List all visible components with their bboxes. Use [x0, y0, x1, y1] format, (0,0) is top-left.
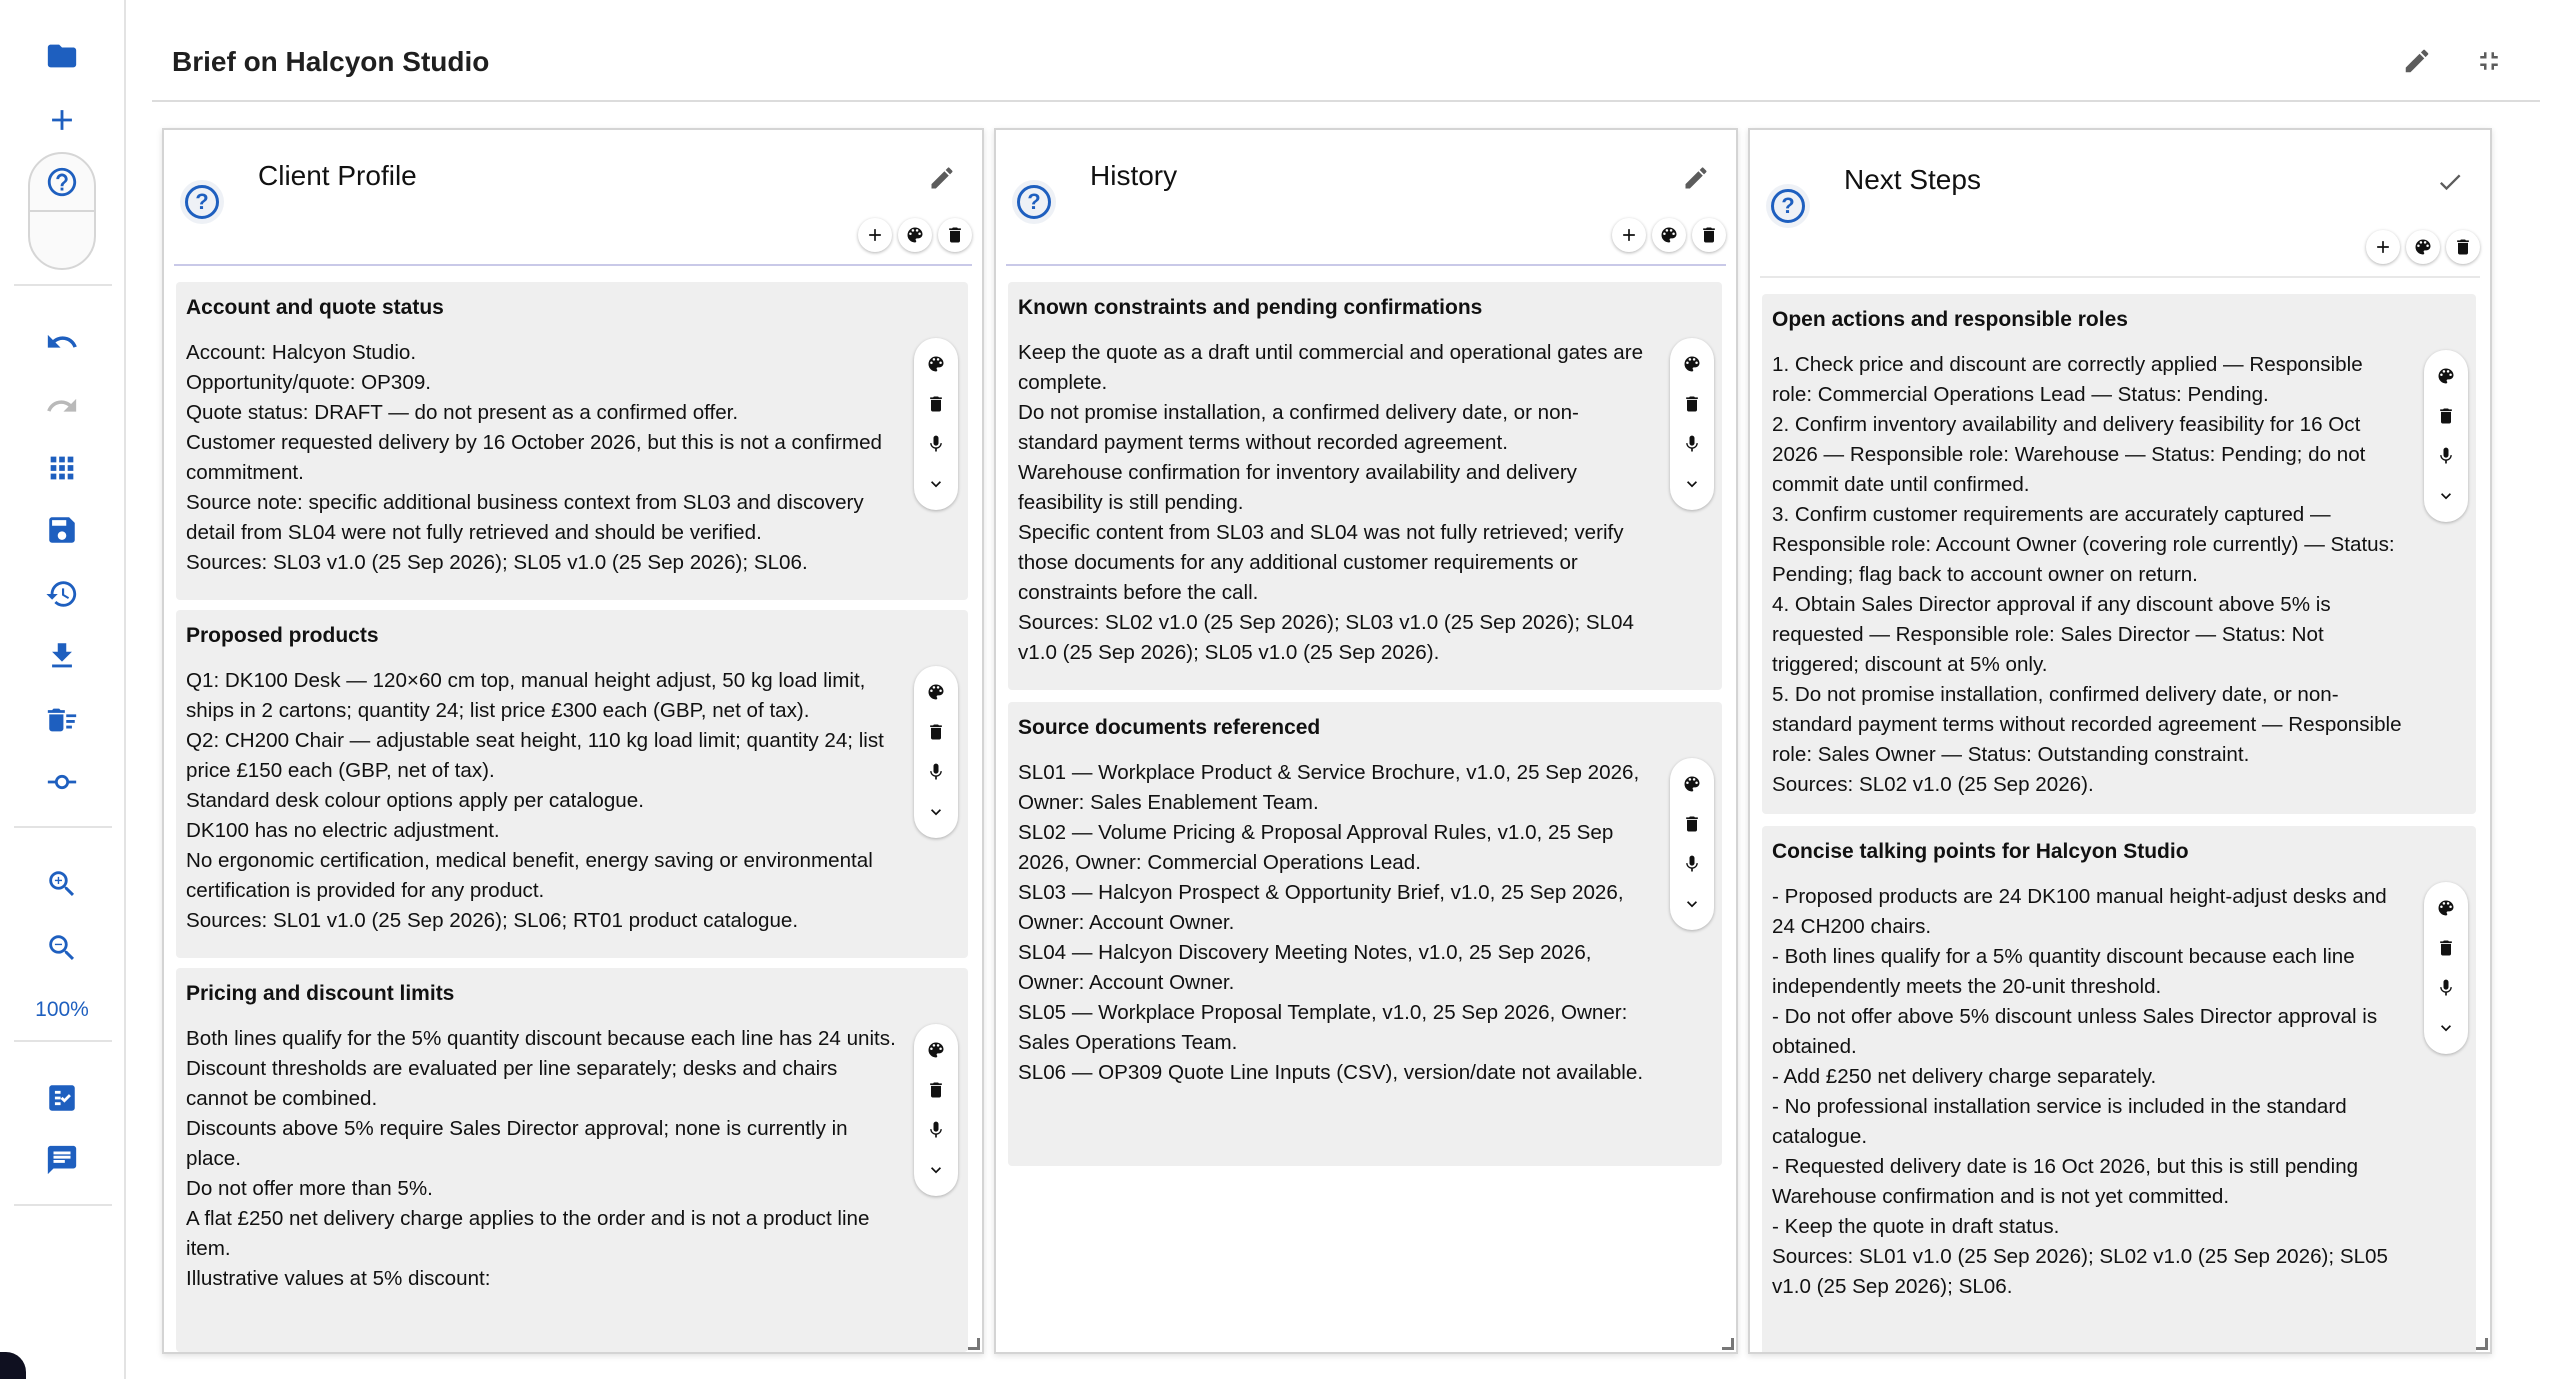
trash-icon[interactable]: [921, 717, 951, 747]
checklist-icon[interactable]: [40, 1076, 84, 1120]
trash-icon[interactable]: [2431, 401, 2461, 431]
card-proposed-products: [176, 610, 968, 958]
card-toolbar: [1670, 758, 1714, 930]
microphone-icon[interactable]: [2431, 441, 2461, 471]
card-line: Customer requested delivery by 16 October 2026, but this is not a confirmed commitment.: [186, 431, 882, 484]
add-card-button[interactable]: [858, 218, 892, 252]
zoom-out-icon[interactable]: [40, 926, 84, 970]
card-line: Opportunity/quote: OP309.: [186, 371, 431, 394]
microphone-icon[interactable]: [921, 1115, 951, 1145]
card-pricing-limits: [176, 968, 968, 1352]
card-line: Quote status: DRAFT — do not present as a confirmed offer.: [186, 401, 739, 424]
chevron-down-icon[interactable]: [2431, 1013, 2461, 1043]
undo-icon[interactable]: [40, 320, 84, 364]
card-title: Account and quote status: [186, 296, 444, 319]
collapse-icon[interactable]: [2474, 46, 2504, 81]
card-title: Pricing and discount limits: [186, 982, 455, 1005]
card-title: Open actions and responsible roles: [1772, 308, 2128, 331]
help-icon[interactable]: ?: [1766, 184, 1810, 228]
card-line: Account: Halcyon Studio.: [186, 341, 417, 364]
card-line: Q2: CH200 Chair — adjustable seat height, 110 kg load limit; quantity 24; list price £150 each (GBP, net of tax).: [186, 729, 884, 782]
card-body: [186, 666, 896, 936]
card-line: Standard desk colour options apply per catalogue.: [186, 789, 644, 812]
microphone-icon[interactable]: [1677, 429, 1707, 459]
history-icon[interactable]: [40, 572, 84, 616]
card-toolbar: [1670, 338, 1714, 510]
card-line: Discount thresholds are evaluated per line separately; desks and chairs cannot be combined.: [186, 1057, 838, 1110]
palette-icon[interactable]: [898, 218, 932, 252]
microphone-icon[interactable]: [921, 429, 951, 459]
card-constraints: [1008, 282, 1722, 690]
window-corner: [0, 1352, 26, 1379]
chevron-down-icon[interactable]: [921, 469, 951, 499]
add-card-button[interactable]: [2366, 230, 2400, 264]
card-line: Keep the quote as a draft until commercial and operational gates are complete.: [1018, 341, 1644, 394]
card-line: Discounts above 5% require Sales Director approval; none is currently in place.: [186, 1117, 848, 1170]
column-title: Client Profile: [258, 160, 417, 191]
clear-list-icon[interactable]: [40, 698, 84, 742]
trash-icon[interactable]: [921, 1075, 951, 1105]
redo-icon[interactable]: [40, 384, 84, 428]
card-toolbar: [2424, 882, 2468, 1054]
card-line: - Proposed products are 24 DK100 manual height-adjust desks and 24 CH200 chairs.: [1772, 885, 2387, 938]
resize-handle[interactable]: [968, 1338, 980, 1350]
resize-handle[interactable]: [1722, 1338, 1734, 1350]
card-line: No ergonomic certification, medical benefit, energy saving or environmental certification is provided for any product.: [186, 849, 873, 902]
main-area: [152, 18, 2540, 1358]
card-line: Warehouse confirmation for inventory availability and delivery feasibility is still pending.: [1018, 461, 1577, 514]
card-line: - Do not offer above 5% discount unless Sales Director approval is obtained.: [1772, 1005, 2378, 1058]
card-line: SL03 — Halcyon Prospect & Opportunity Brief, v1.0, 25 Sep 2026, Owner: Account Owner.: [1018, 881, 1624, 934]
save-icon[interactable]: [40, 508, 84, 552]
microphone-icon[interactable]: [1677, 849, 1707, 879]
palette-icon[interactable]: [2431, 893, 2461, 923]
card-line: - Requested delivery date is 16 Oct 2026, but this is still pending Warehouse confirmation and is not yet committed.: [1772, 1155, 2359, 1208]
trash-icon[interactable]: [1677, 809, 1707, 839]
card-title: Proposed products: [186, 624, 379, 647]
commit-icon[interactable]: [40, 760, 84, 804]
card-source-documents: [1008, 702, 1722, 1166]
card-line: A flat £250 net delivery charge applies to the order and is not a product line item.: [186, 1207, 870, 1260]
page-title: Brief on Halcyon Studio: [172, 46, 490, 77]
help-icon[interactable]: [40, 160, 84, 204]
card-line: SL02 — Volume Pricing & Proposal Approval Rules, v1.0, 25 Sep 2026, Owner: Commercial Operations Lead.: [1018, 821, 1614, 874]
card-line: Do not promise installation, a confirmed delivery date, or non-standard payment terms without recorded agreement.: [1018, 401, 1579, 454]
palette-icon[interactable]: [1652, 218, 1686, 252]
card-toolbar: [2424, 350, 2468, 522]
trash-icon[interactable]: [2446, 230, 2480, 264]
pencil-icon[interactable]: [926, 162, 958, 194]
card-line: Illustrative values at 5% discount:: [186, 1267, 491, 1290]
card-line: SL01 — Workplace Product & Service Brochure, v1.0, 25 Sep 2026, Owner: Sales Enablement Team.: [1018, 761, 1640, 814]
comment-icon[interactable]: [40, 1138, 84, 1182]
card-body: [1772, 882, 2408, 1302]
palette-icon[interactable]: [2406, 230, 2440, 264]
help-icon[interactable]: ?: [1012, 180, 1056, 224]
palette-icon[interactable]: [921, 677, 951, 707]
card-line: Do not offer more than 5%.: [186, 1177, 433, 1200]
palette-icon[interactable]: [1677, 349, 1707, 379]
download-icon[interactable]: [40, 634, 84, 678]
card-line: - Keep the quote in draft status.: [1772, 1215, 2060, 1238]
card-title: Known constraints and pending confirmations: [1018, 296, 1483, 319]
zoom-level: 100%: [35, 998, 89, 1021]
card-line: - Add £250 net delivery charge separately.: [1772, 1065, 2157, 1088]
card-line: 1. Check price and discount are correctly applied — Responsible role: Commercial Operations Lead — Status: Pending.: [1772, 353, 2363, 406]
trash-icon[interactable]: [2431, 933, 2461, 963]
palette-icon[interactable]: [921, 349, 951, 379]
palette-icon[interactable]: [1677, 769, 1707, 799]
card-line: Both lines qualify for the 5% quantity discount because each line has 24 units.: [186, 1027, 896, 1050]
card-line: Specific content from SL03 and SL04 was not fully retrieved; verify those documents for any additional customer requirements or constraints before the call.: [1018, 521, 1624, 604]
card-line: 2. Confirm inventory availability and delivery feasibility for 16 Oct 2026 — Responsible role: Warehouse — Status: Pending; do not commit date until confirmed.: [1772, 413, 2366, 496]
column-title: Next Steps: [1844, 164, 1981, 195]
pencil-icon[interactable]: [1680, 162, 1712, 194]
chevron-down-icon[interactable]: [1677, 469, 1707, 499]
trash-icon[interactable]: [921, 389, 951, 419]
card-line: - Both lines qualify for a 5% quantity discount because each line independently meets the 20-unit threshold.: [1772, 945, 2355, 998]
card-body: [186, 338, 896, 578]
chevron-down-icon[interactable]: [921, 797, 951, 827]
sidebar: [0, 0, 126, 1379]
resize-handle[interactable]: [2476, 1338, 2488, 1350]
palette-icon[interactable]: [2431, 361, 2461, 391]
trash-icon[interactable]: [1677, 389, 1707, 419]
card-line: - No professional installation service is included in the standard catalogue.: [1772, 1095, 2347, 1148]
card-toolbar: [914, 338, 958, 510]
card-line: DK100 has no electric adjustment.: [186, 819, 500, 842]
card-line: Sources: SL03 v1.0 (25 Sep 2026); SL05 v1.0 (25 Sep 2026); SL06.: [186, 551, 808, 574]
card-line: 5. Do not promise installation, confirmed delivery date, or non-standard payment terms without recorded agreement — Responsible role: Sales Owner — Status: Outstanding constraint.: [1772, 683, 2402, 766]
column-client-profile: [162, 128, 984, 1354]
chevron-down-icon[interactable]: [1677, 889, 1707, 919]
apps-grid-icon[interactable]: [40, 446, 84, 490]
add-card-button[interactable]: [1612, 218, 1646, 252]
column-title: History: [1090, 160, 1178, 191]
card-line: SL04 — Halcyon Discovery Meeting Notes, v1.0, 25 Sep 2026, Owner: Account Owner.: [1018, 941, 1592, 994]
card-line: SL06 — OP309 Quote Line Inputs (CSV), version/date not available.: [1018, 1061, 1644, 1084]
card-account-status: [176, 282, 968, 600]
card-toolbar: [914, 666, 958, 838]
card-line: Sources: SL02 v1.0 (25 Sep 2026); SL03 v1.0 (25 Sep 2026); SL04 v1.0 (25 Sep 2026); SL05 v1.0 (25 Sep 2026).: [1018, 611, 1634, 664]
card-line: Source note: specific additional business context from SL03 and discovery detail from SL04 were not fully retrieved and should be verified.: [186, 491, 864, 544]
plus-icon[interactable]: [40, 98, 84, 142]
microphone-icon[interactable]: [921, 757, 951, 787]
card-toolbar: [914, 1024, 958, 1196]
trash-icon[interactable]: [938, 218, 972, 252]
card-body: [1018, 338, 1654, 668]
card-talking-points: [1762, 826, 2476, 1354]
folder-icon[interactable]: [40, 34, 84, 78]
card-line: Sources: SL01 v1.0 (25 Sep 2026); SL02 v1.0 (25 Sep 2026); SL05 v1.0 (25 Sep 2026); SL06.: [1772, 1245, 2388, 1298]
trash-icon[interactable]: [1692, 218, 1726, 252]
card-title: Source documents referenced: [1018, 716, 1321, 739]
column-history: [994, 128, 1738, 1354]
card-line: 3. Confirm customer requirements are accurately captured — Responsible role: Account Owner (covering role currently) — Status: Pending; flag back to account owner on return.: [1772, 503, 2395, 586]
card-open-actions: [1762, 294, 2476, 814]
card-line: Sources: SL02 v1.0 (25 Sep 2026).: [1772, 773, 2094, 796]
palette-icon[interactable]: [921, 1035, 951, 1065]
chevron-down-icon[interactable]: [2431, 481, 2461, 511]
zoom-in-icon[interactable]: [40, 862, 84, 906]
check-icon[interactable]: [2434, 166, 2466, 198]
chevron-down-icon[interactable]: [921, 1155, 951, 1185]
card-body: [1772, 350, 2408, 800]
column-next-steps: [1748, 128, 2492, 1354]
edit-title-icon[interactable]: [2402, 46, 2432, 81]
card-line: 4. Obtain Sales Director approval if any discount above 5% is requested — Responsible role: Sales Director — Status: Not triggered; discount at 5% only.: [1772, 593, 2331, 676]
card-line: Sources: SL01 v1.0 (25 Sep 2026); SL06; RT01 product catalogue.: [186, 909, 799, 932]
microphone-icon[interactable]: [2431, 973, 2461, 1003]
help-icon[interactable]: ?: [180, 180, 224, 224]
card-line: Q1: DK100 Desk — 120×60 cm top, manual height adjust, 50 kg load limit, ships in 2 cartons; quantity 24; list price £300 each (GBP, net of tax).: [186, 669, 866, 722]
card-body: [186, 1024, 896, 1294]
card-line: SL05 — Workplace Proposal Template, v1.0, 25 Sep 2026, Owner: Sales Operations Team.: [1018, 1001, 1628, 1054]
card-body: [1018, 758, 1654, 1088]
card-title: Concise talking points for Halcyon Studio: [1772, 840, 2189, 863]
